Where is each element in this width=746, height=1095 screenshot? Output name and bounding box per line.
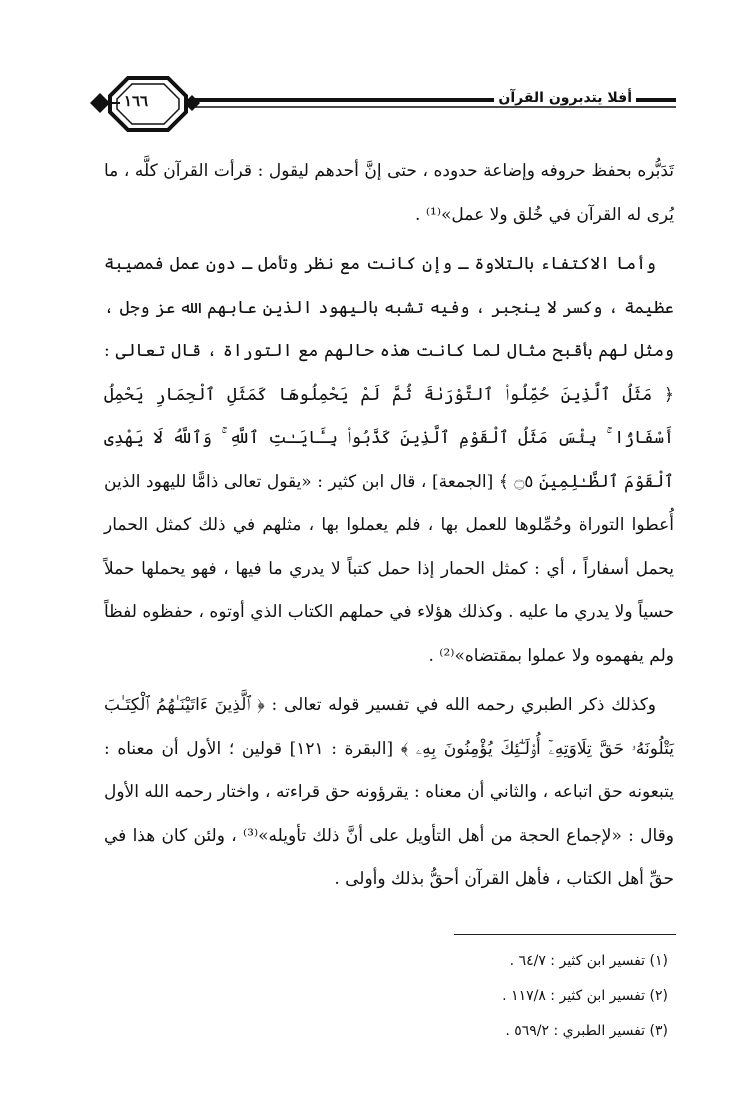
paragraph-3 — [104, 684, 674, 902]
footnote-1: (١) تفسير ابن كثير : ٦٤/٧ . — [509, 953, 668, 969]
footnote-3: (٣) تفسير الطبري : ٥٦٩/٢ . — [505, 1023, 668, 1039]
quran-verse-jumuah: ﴿ مَثَلُ ٱلَّذِينَ حُمِّلُوا۟ ٱلتَّوْرَىٰةَ ثُمَّ لَمْ يَحْمِلُوهَا كَمَثَلِ ٱلْحِمَارِ يَحْمِلُ أَسْفَارًۢا ۚ بِئْسَ مَثَلُ ٱلْقَوْمِ ٱلَّذِينَ كَذَّبُوا۟ بِـَٔايَـٰتِ ٱللَّهِ ۚ وَٱللَّهُ لَا يَهْدِى ٱلْقَوْمَ ٱلظَّـٰلِمِينَ ۝٥ ﴾ — [104, 384, 674, 492]
paragraph-1: تَدَبُّره بحفظ حروفه وإضاعة حدوده ، حتى إنَّ أحدهم ليقول : قرأت القرآن كلَّه ، ما يُرى له القرآن في خُلق ولا عمل»⁽¹⁾ . — [104, 161, 674, 225]
page-header — [88, 72, 676, 136]
paragraph-3-intro: وكذلك ذكر الطبري رحمه الله في تفسير قوله تعالى : — [271, 695, 657, 715]
footnote-separator — [454, 934, 676, 935]
paragraph-3-commentary: [البقرة : ١٢١] قولين ؛ الأول أن معناه : يتبعونه حق اتباعه ، والثاني أن معناه : يقرؤونه حق قراءته ، واختار رحمه الله الأول وقال : «لإجماع الحجة من أهل التأويل على أنَّ ذلك تأويله»⁽³⁾ ، ولئن كان هذا في حقِّ أهل الكتاب ، فأهل القرآن أحقُّ بذلك وأولى . — [104, 738, 675, 889]
book-title: أفلا يتدبرون القرآن — [494, 90, 636, 106]
footnotes — [248, 944, 668, 1049]
main-text — [104, 150, 674, 902]
footnote-2: (٢) تفسير ابن كثير : ١١٧/٨ . — [502, 988, 668, 1004]
quran-verse-baqarah: ﴿ ٱلَّذِينَ ءَاتَيْنَـٰهُمُ ٱلْكِتَـٰبَ يَتْلُونَهُۥ حَقَّ تِلَاوَتِهِۦٓ أُو۟لَـٰٓئِكَ يُؤْمِنُونَ بِهِۦ ﴾ — [104, 695, 674, 759]
page-number: ١٦٦ — [123, 92, 149, 110]
paragraph-2-intro: وأما الاكتفاء بالتلاوة ـ وإن كانت مع نظر وتأمل ـ دون عمل فمصيبة عظيمة ، وكسر لا ينجبر ، وفيه تشبه باليهود الذين عابهم الله عز وجل ، ومثل لهم بأقبح مثال لما كانت هذه حالهم مع التوراة ، قال تعالى : — [104, 254, 674, 361]
paragraph-2 — [104, 243, 674, 678]
paragraph-2-commentary: [الجمعة] ، قال ابن كثير : «يقول تعالى ذامًّا لليهود الذين أُعطوا التوراة وحُمِّلوها للعمل بها ، فلم يعملوا بها ، مثلهم في ذلك كمثل الحمار يحمل أسفاراً ، أي : كمثل الحمار إذا حمل كتباً لا يدري ما فيها ، فهو يحملها حملاً حسياً ولا يدري ما عليه . وكذلك هؤلاء في حملهم الكتاب الذي أوتوه ، حفظوه لفظاً ولم يفهموه ولا عملوا بمقتضاه»⁽²⁾ . — [104, 471, 674, 666]
